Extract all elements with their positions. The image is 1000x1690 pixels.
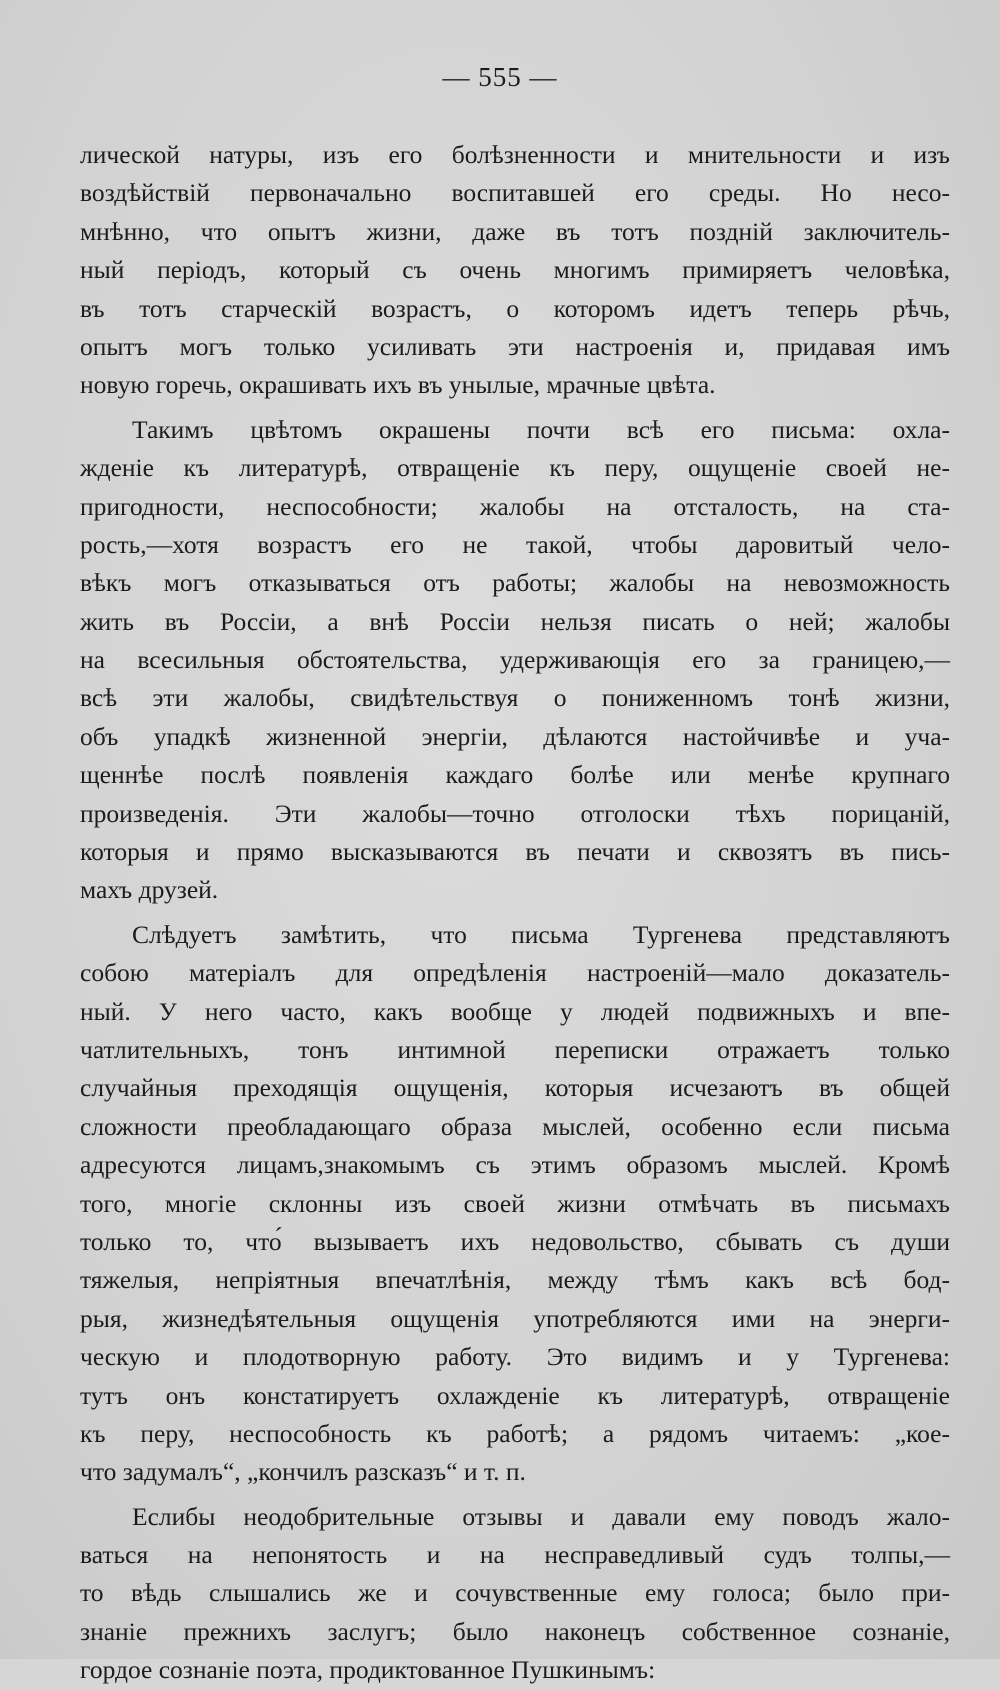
text-line: мнѣнно, что опытъ жизни, даже въ тотъ поздній заключитель- (80, 216, 950, 246)
text-line: щеннѣе послѣ появленія каждаго болѣе или менѣе крупнаго (80, 760, 950, 790)
text-line: Слѣдуетъ замѣтить, что письма Тургенева представляютъ (132, 919, 950, 949)
text-line: въ тотъ старческій возрастъ, о которомъ идетъ теперь рѣчь, (80, 293, 950, 323)
text-line: на всесильныя обстоятельства, удерживающія его за границею,— (80, 645, 950, 675)
text-line: жденіе къ литературѣ, отвращеніе къ перу, ощущеніе своей не- (80, 453, 950, 483)
text-line: рыя, жизнедѣятельныя ощущенія употребляются ими на энерги- (80, 1303, 950, 1333)
text-line: ческую и плодотворную работу. Это видимъ и у Тургенева: (80, 1342, 950, 1372)
text-line: сложности преобладающаго образа мыслей, особенно если письма (80, 1111, 950, 1141)
text-line: ваться на непонятость и на несправедливый судъ толпы,— (80, 1540, 950, 1570)
text-line: ный. У него часто, какъ вообще у людей подвижныхъ и впе- (80, 996, 950, 1026)
text-line: что задумалъ“, „кончилъ разсказъ“ и т. п. (80, 1457, 526, 1487)
text-line: новую горечь, окрашивать ихъ въ унылые, мрачные цвѣта. (80, 370, 716, 400)
text-line: случайныя преходящія ощущенія, которыя исчезаютъ въ общей (80, 1073, 950, 1103)
text-line: всѣ эти жалобы, свидѣтельствуя о пониженномъ тонѣ жизни, (80, 683, 950, 713)
text-line: опытъ могъ только усиливать эти настроенія и, придавая имъ (80, 331, 950, 361)
text-line: чатлительныхъ, тонъ интимной переписки отражаетъ только (80, 1034, 950, 1064)
text-line: знаніе прежнихъ заслугъ; было наконецъ собственное сознаніе, (80, 1616, 950, 1646)
text-line: адресуются лицамъ,знакомымъ съ этимъ образомъ мыслей. Кромѣ (80, 1150, 950, 1180)
text-line: гордое сознаніе поэта, продиктованное Пушкинымъ: (80, 1655, 656, 1685)
text-line: только то, что́ вызываетъ ихъ недовольство, сбывать съ души (80, 1226, 950, 1256)
text-line: пригодности, неспособности; жалобы на отсталость, на ста- (80, 491, 950, 521)
text-line: воздѣйствій первоначально воспитавшей его среды. Но несо- (80, 178, 950, 208)
text-line: къ перу, неспособность къ работѣ; а рядомъ читаемъ: „кое- (80, 1418, 950, 1448)
text-line: ный періодъ, который съ очень многимъ примиряетъ человѣка, (80, 255, 950, 285)
text-line: объ упадкѣ жизненной энергіи, дѣлаются настойчивѣе и уча- (80, 721, 950, 751)
text-line: то вѣдь слышались же и сочувственные ему голоса; было при- (80, 1578, 950, 1608)
text-line: произведенія. Эти жалобы—точно отголоски тѣхъ порицаній, (80, 798, 950, 828)
text-line: того, многіе склонны изъ своей жизни отмѣчать въ письмахъ (80, 1188, 950, 1218)
page-number: — 555 — (442, 62, 558, 92)
text-line: вѣкъ могъ отказываться отъ работы; жалобы на невозможность (80, 568, 950, 598)
text-line: тутъ онъ констатируетъ охлажденіе къ литературѣ, отвращеніе (80, 1380, 950, 1410)
text-line: жить въ Россіи, а внѣ Россіи нельзя писать о ней; жалобы (80, 606, 950, 636)
text-line: лической натуры, изъ его болѣзненности и мнительности и изъ (80, 140, 950, 169)
text-line: собою матеріалъ для опредѣленія настроеній—мало доказатель- (80, 958, 950, 988)
text-line: рость,—хотя возрастъ его не такой, чтобы даровитый чело- (80, 529, 950, 559)
text-line: Еслибы неодобрительные отзывы и давали ему поводъ жало- (132, 1501, 950, 1531)
body-text (80, 136, 950, 1690)
text-line: махъ друзей. (80, 875, 219, 905)
text-line: тяжелыя, непріятныя впечатлѣнія, между тѣмъ какъ всѣ бод- (80, 1265, 950, 1295)
text-line: которыя и прямо высказываются въ печати и сквозятъ въ пись- (80, 837, 950, 867)
text-line: Такимъ цвѣтомъ окрашены почти всѣ его письма: охла- (132, 414, 950, 444)
